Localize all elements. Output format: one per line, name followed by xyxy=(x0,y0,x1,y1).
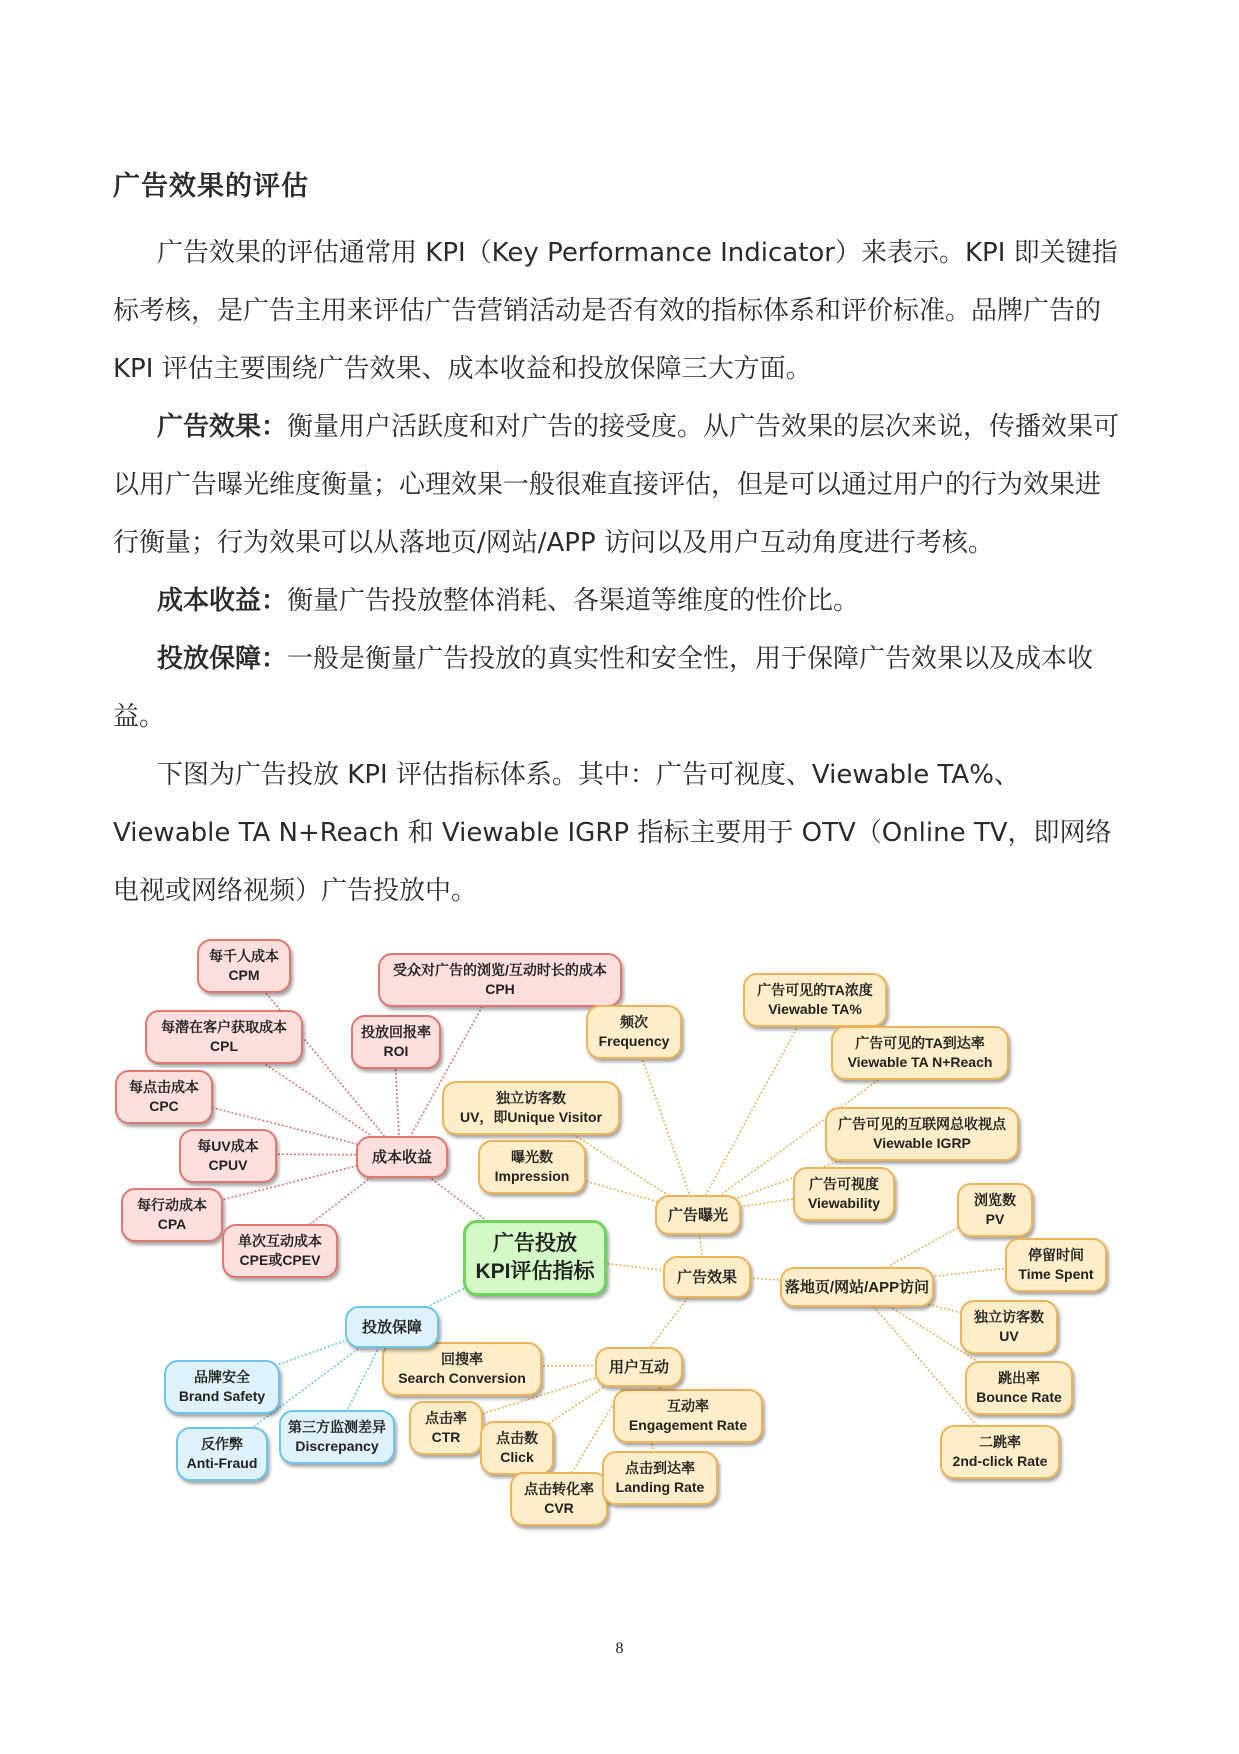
cost-metric-node xyxy=(222,1224,338,1278)
safety-metric-node xyxy=(164,1360,280,1414)
paragraph-ad-effect xyxy=(113,398,1123,572)
exposure-metric-node xyxy=(825,1107,1019,1161)
exposure-metric-node xyxy=(478,1140,586,1194)
cost-metric-node-line1: 每千人成本 xyxy=(209,948,279,964)
safety-metric-node-line1: 第三方监测差异 xyxy=(288,1419,386,1435)
cost-metric-node-line2: CPA xyxy=(157,1216,187,1232)
interaction-metric-node-line2: Landing Rate xyxy=(615,1479,705,1495)
cost-metric-node-line2: ROI xyxy=(383,1043,409,1059)
cost-metric-node xyxy=(351,1015,441,1069)
paragraph-diagram-intro: 下图为广告投放 KPI 评估指标体系。其中：广告可视度、Viewable TA%、Viewable TA N+Reach 和 Viewable IGRP 指标主要用于 OTV（Online TV，即网络电视或网络视频）广告投放中。 xyxy=(113,760,1112,906)
landing-metric-node xyxy=(965,1361,1073,1415)
landing-metric-node-line2: 2nd-click Rate xyxy=(952,1453,1048,1469)
landing-metric-node xyxy=(940,1425,1060,1479)
interaction-metric-node xyxy=(382,1342,542,1396)
cost-metric-node-line2: CPL xyxy=(210,1038,238,1054)
paragraph-cost xyxy=(113,572,1123,630)
exposure-metric-node-line2: Viewable IGRP xyxy=(873,1135,971,1151)
landing-metric-node-line2: PV xyxy=(985,1211,1005,1227)
cost-metric-node xyxy=(145,1010,303,1064)
exposure-metric-node xyxy=(831,1026,1009,1080)
exposure-metric-node xyxy=(743,973,887,1027)
exposure-metric-node-line2: Impression xyxy=(494,1168,570,1184)
interaction-metric-node xyxy=(409,1401,483,1455)
kpi-root-node xyxy=(463,1220,607,1296)
exposure-metric-node-line2: Viewable TA% xyxy=(768,1001,862,1017)
ad-effect-node: 广告效果 xyxy=(663,1256,751,1298)
landing-metric-node-line1: 二跳率 xyxy=(979,1434,1021,1450)
exposure-metric-node-line2: Frequency xyxy=(598,1033,670,1049)
landing-visit-node: 落地页/网站/APP访问 xyxy=(780,1267,934,1307)
exposure-metric-node xyxy=(442,1081,620,1135)
safety-metric-node-line2: Anti-Fraud xyxy=(186,1455,258,1471)
exposure-metric-node-line1: 广告可见的TA浓度 xyxy=(757,982,873,998)
landing-metric-node xyxy=(957,1183,1033,1237)
text-safety: 一般是衡量广告投放的真实性和安全性，用于保障广告效果以及成本收益。 xyxy=(113,644,1094,732)
interaction-metric-node xyxy=(613,1389,763,1443)
exposure-metric-node-line1: 广告可见的TA到达率 xyxy=(855,1035,985,1051)
interaction-metric-node-line1: 互动率 xyxy=(667,1398,709,1414)
cost-metric-node xyxy=(197,939,291,993)
interaction-metric-node-line1: 点击数 xyxy=(496,1430,538,1446)
safety-metric-node-line1: 品牌安全 xyxy=(194,1369,250,1385)
delivery-safety-node: 投放保障 xyxy=(345,1306,439,1348)
interaction-metric-node xyxy=(602,1451,718,1505)
cost-metric-node-line1: 每潜在客户获取成本 xyxy=(161,1019,287,1035)
exposure-metric-node xyxy=(586,1005,682,1059)
cost-metric-node-line1: 单次互动成本 xyxy=(238,1233,322,1249)
landing-metric-node-line2: Bounce Rate xyxy=(976,1389,1062,1405)
landing-metric-node-line1: 跳出率 xyxy=(998,1370,1040,1386)
cost-metric-node xyxy=(179,1129,277,1183)
safety-metric-node-line2: Brand Safety xyxy=(178,1388,266,1404)
ad-exposure-node: 广告曝光 xyxy=(655,1195,741,1235)
landing-metric-node-line1: 独立访客数 xyxy=(974,1309,1044,1325)
safety-metric-node xyxy=(279,1410,395,1464)
landing-metric-node-line1: 停留时间 xyxy=(1028,1247,1084,1263)
exposure-metric-node-line1: 广告可见的互联网总收视点 xyxy=(838,1116,1006,1132)
cost-metric-node-line2: CPC xyxy=(149,1098,179,1114)
cost-metric-node-line2: CPM xyxy=(228,967,260,983)
exposure-metric-node-line2: UV，即Unique Visitor xyxy=(459,1109,603,1125)
safety-metric-node-line2: Discrepancy xyxy=(295,1438,379,1454)
cost-metric-node-line1: 每UV成本 xyxy=(197,1138,259,1154)
section-heading: 广告效果的评估 xyxy=(113,171,309,202)
exposure-metric-node-line1: 频次 xyxy=(620,1014,648,1030)
safety-metric-node xyxy=(176,1427,268,1481)
interaction-metric-node-line2: Click xyxy=(500,1449,534,1465)
safety-metric-node-line1: 反作弊 xyxy=(201,1436,243,1452)
landing-metric-node xyxy=(960,1300,1058,1354)
cost-metric-node-line2: CPUV xyxy=(208,1157,248,1173)
interaction-metric-node-line2: Search Conversion xyxy=(398,1370,526,1386)
landing-metric-node-line1: 浏览数 xyxy=(974,1192,1016,1208)
kpi-mind-map xyxy=(100,930,1140,1570)
interaction-metric-node-line2: Engagement Rate xyxy=(628,1417,748,1433)
interaction-metric-node-line2: CVR xyxy=(544,1500,574,1516)
paragraph-safety xyxy=(113,630,1123,746)
paragraph-intro: 广告效果的评估通常用 KPI（Key Performance Indicator）来表示。KPI 即关键指标考核，是广告主用来评估广告营销活动是否有效的指标体系和评价标准。品牌广告的 KPI 评估主要围绕广告效果、成本收益和投放保障三大方面。 xyxy=(113,238,1118,384)
landing-metric-node xyxy=(1005,1238,1107,1292)
user-interaction-node: 用户互动 xyxy=(595,1347,683,1387)
label-safety: 投放保障： xyxy=(157,644,288,674)
cost-metric-node-line1: 投放回报率 xyxy=(361,1024,431,1040)
text-ad-effect: 衡量用户活跃度和对广告的接受度。从广告效果的层次来说，传播效果可以用广告曝光维度衡量；心理效果一般很难直接评估，但是可以通过用户的行为效果进行衡量；行为效果可以从落地页/网站/APP 访问以及用户互动角度进行考核。 xyxy=(113,412,1120,558)
label-cost: 成本收益： xyxy=(157,586,288,616)
exposure-metric-node-line2: Viewable TA N+Reach xyxy=(847,1054,993,1070)
interaction-metric-node xyxy=(480,1421,554,1475)
exposure-metric-node-line1: 独立访客数 xyxy=(496,1090,566,1106)
cost-metric-node xyxy=(115,1070,213,1124)
cost-metric-node-line1: 每点击成本 xyxy=(129,1079,199,1095)
interaction-metric-node-line1: 回搜率 xyxy=(441,1351,483,1367)
cost-metric-node xyxy=(378,953,622,1007)
exposure-metric-node-line2: Viewability xyxy=(807,1195,881,1211)
interaction-metric-node-line1: 点击率 xyxy=(425,1410,467,1426)
landing-metric-node-line2: UV xyxy=(999,1328,1019,1344)
cost-metric-node-line1: 受众对广告的浏览/互动时长的成本 xyxy=(393,962,607,978)
page-number: 8 xyxy=(615,1640,624,1657)
exposure-metric-node-line1: 广告可视度 xyxy=(809,1176,879,1192)
exposure-metric-node xyxy=(793,1167,895,1221)
cost-metric-node-line2: CPE或CPEV xyxy=(239,1252,321,1268)
label-ad-effect: 广告效果： xyxy=(157,412,288,442)
cost-metric-node-line1: 每行动成本 xyxy=(137,1197,207,1213)
interaction-metric-node-line1: 点击到达率 xyxy=(625,1460,695,1476)
text-cost: 衡量广告投放整体消耗、各渠道等维度的性价比。 xyxy=(287,586,860,616)
interaction-metric-node-line1: 点击转化率 xyxy=(524,1481,594,1497)
landing-metric-node-line2: Time Spent xyxy=(1018,1266,1094,1282)
cost-benefit-node: 成本收益 xyxy=(356,1136,448,1178)
cost-metric-node xyxy=(121,1188,223,1242)
exposure-metric-node-line1: 曝光数 xyxy=(511,1149,553,1165)
interaction-metric-node-line2: CTR xyxy=(431,1429,461,1445)
cost-metric-node-line2: CPH xyxy=(485,981,515,997)
kpi-root-node-line2: KPI评估指标 xyxy=(475,1260,595,1283)
kpi-root-node-line1: 广告投放 xyxy=(493,1232,577,1255)
interaction-metric-node xyxy=(510,1472,608,1526)
